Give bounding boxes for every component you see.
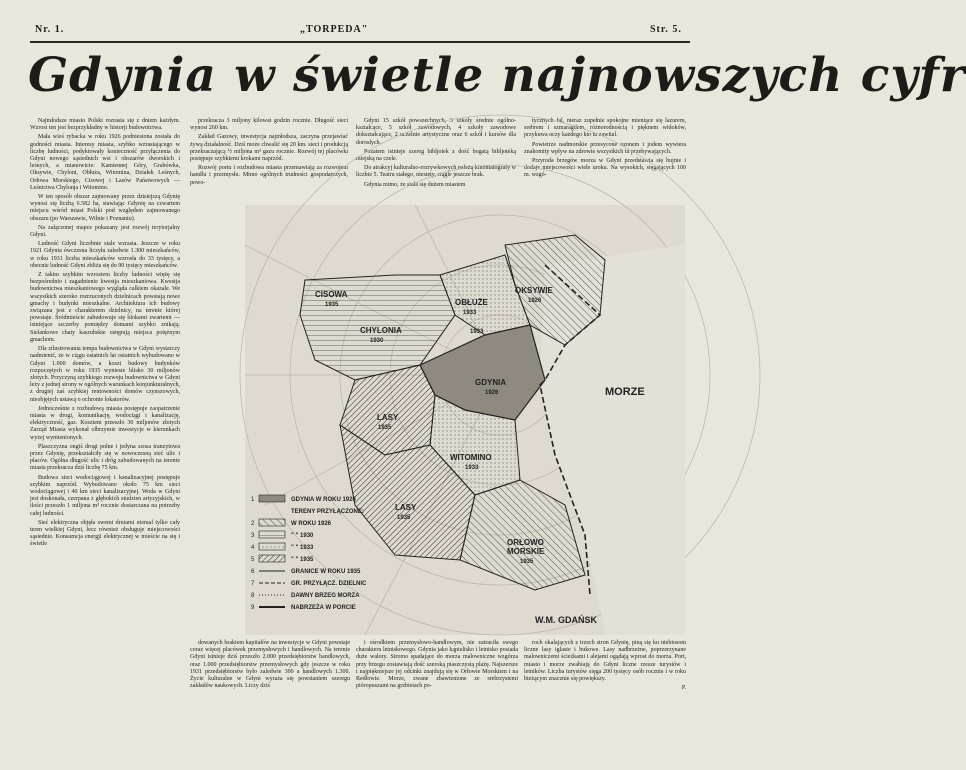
label-lasy-2-year: 1935 xyxy=(397,515,411,521)
label-cisowa: CISOWA xyxy=(315,290,348,299)
legend-label: " " 1935 xyxy=(291,557,314,563)
label-lasy-2: LASY xyxy=(395,503,417,512)
issue-number: Nr. 1. xyxy=(35,24,65,35)
label-obluze-year: 1933 xyxy=(463,310,477,316)
article-column-4 xyxy=(524,118,686,200)
col3-paragraph-2: Do atrakcyj kulturalno-rozrywkowych należą kinomatografy w liczbie 5. Teatru stałego, niestety, ciągle jeszcze brak. xyxy=(356,165,516,179)
column-2-bottom-text: dowanych brakiem kapitałów na inwestycje w Gdyni powstaje coraz więcej placówek przemysłowych i handlowych. Na terenie Gdyni istnieje dziś przeszło 2.000 przedsiębiorstw handlowych, oraz 1.000 przedsiębiorstw przemysłowych gdy jeszcze w roku 1931 przedsiębiorstw było zaledwie 300 a handlowych 1.300. Życie kulturalne w Gdyni wyraża się powstaniem szeregu zakładów naukowych. Liczy dziś xyxy=(190,640,350,690)
col4-paragraph-0: tycznych fal, nieraz zupełnie spokojne mieniące się lazurem, srebrem i szmaragdem, różnorodnością i pięknem widoków, przykuwa oczy każdego kto tu zawital. xyxy=(524,118,686,139)
col1-paragraph-6: Dla zilustrowania tempa budownictwa w Gdyni wystarczy nadmienić, że w ciągu ostatnich lat ostatnich wybudowano w Gdyni 1.000 domów, a koszt budowy budynków rozpoczętych w roku 1935 wyniesie blisko 30 miljonów złotych. Przyczyną szybkiego rozwoju budownictwa w Gdyni leży z jednej strony w ogólnych warunkach konjunkturalnych, z drugiej zaś szybkiej rentowności domów czynszowych, nieobjętych ustawą o ochronie lokatorów. xyxy=(30,346,180,403)
col1-paragraph-3: Na załączonej mapce pokazany jest rozwój terytorjalny Gdyni. xyxy=(30,224,180,239)
label-gdynia-year: 1926 xyxy=(485,390,499,396)
legend-number: 9 xyxy=(251,605,255,611)
legend-label: W ROKU 1926 xyxy=(291,521,332,527)
article-signature: P. xyxy=(681,685,686,692)
legend-label: GRANICE W ROKU 1935 xyxy=(291,569,361,575)
legend-label: DAWNY BRZEG MORZA xyxy=(291,593,360,599)
header-rule xyxy=(30,41,690,43)
col2-paragraph-2: Rozwój portu i rozbudowa miasta przemawiają za rozwojem handlu i przemysłu. Mimo ogólnych trudności gospodarczych, powo- xyxy=(190,165,348,186)
article-column-2-bottom xyxy=(190,640,350,762)
article-title: Gdynia w świetle najnowszych cyfr xyxy=(28,48,966,103)
legend-label: TERENY PRZYŁĄCZONE: xyxy=(291,509,364,515)
label-cisowa-year: 1935 xyxy=(325,302,339,308)
legend-number: 6 xyxy=(251,569,255,575)
map-svg xyxy=(245,205,685,635)
col1-paragraph-9: Budowa sieci wodociągowej i kanalizacyjnej postępuje szybkim naprzód. Wybudowano około 75 km sieci wodociągowej i 40 km sieci kanalizacyjnej. Woda w Gdyni jest doskonała, czerpana z głębokich studzien artyzyjskich, w ilości przeszło 1 miljona m³ rocznie dostarczana na potrzeby całej ludności. xyxy=(30,474,180,517)
col3-paragraph-1: Pozatem istnieje szereg bibljotek z dość bogatą bibljoteką miejską na czele. xyxy=(356,148,516,163)
article-column-3-bottom xyxy=(356,640,518,762)
label-morze: MORZE xyxy=(605,386,645,398)
legend-number: 2 xyxy=(251,521,255,527)
col1-paragraph-1: Mała wieś rybacka w roku 1926 podniesiona została do godności miasta. Interesy miasta, szybko wzrastającego w liczbę ludności, podyktowały konieczność przyłączenia do Gdyni nowego sąsiednich wsi i obszarów dworskich i leśnych, a mianowicie: Kamiennej Góry, Grabówka, Oksywie, Chyloni, Obłuża, Witomina, Działek Leśnych, Orłowa Morskiego, Cisowej i Lasów Państwowych — Leśnictwa Chylonja i Witomino. xyxy=(30,134,180,191)
page-number: Str. 5. xyxy=(650,24,682,35)
col2-paragraph-0: przekracza 3 miljony kilowat godzin rocznie. Długość sieci wynosi 260 km. xyxy=(190,118,348,132)
col3-paragraph-0: Gdyni 15 szkół powszechnych, 3 szkoły średnie ogólno-kształcące, 5 szkół zawodowych, 4 szkoły zawodowe dokształcające, 2 uczelnie artystyczne oraz 6 szkół i kursów dla dorosłych. xyxy=(356,118,516,146)
legend-swatch xyxy=(259,531,285,538)
legend-swatch xyxy=(259,495,285,502)
legend-swatch xyxy=(259,519,285,526)
label-orlowo: ORŁOWO xyxy=(507,538,544,547)
col1-paragraph-5: Z takim szybkim wzrostem liczby ludności więżę się bezpośrednio i zagadnienie kwestja mieszkaniowa. Kwestja budownictwa mieszkaniowego wygląda calkiem okazale. We wszystkich szeroko rozrzuconych dzielnicach powstają nowe gmachy i budynki mieszkalne. Architektura ich budowy związana jest z charakterem dzielnicy, na terenie której powstaje. Śródmieście zabudowuje się blokami zwartemi — istniejące szczerby pomiędzy domami szybko znikają. Sielankowe chaty kaszubskie ustępują miejsca potężnym gmachom. xyxy=(30,272,180,343)
article-column-1 xyxy=(30,118,180,763)
col4-paragraph-2: Przyroda brzegów morza w Gdyni przedstawia się bujnie i dodaje miejscowości wiele uroku. Na wysokich, sięgających 100 m. wzgó- xyxy=(524,158,686,179)
legend-number: 3 xyxy=(251,533,255,539)
legend-number: 5 xyxy=(251,557,255,563)
map-legend xyxy=(251,495,367,611)
col1-paragraph-4: Ludność Gdyni liczebnie stale wzrasta. Jeszcze w roku 1921 Gdynia ówczesna liczyła zaledwie 1.300 mieszkańców, w roku 1931 liczba mieszkańców wzrosła do 33 tysięcy, a obecnie ludność Gdyni zbliża się do 90 tysięcy mieszkańców. xyxy=(30,241,180,269)
label-orlowo-morskie: MORSKIE xyxy=(507,547,545,556)
col1-paragraph-0: Najmłodsze miasto Polski rozrasta się z dniem każdym. Wzrost ten jest bezprzykładny w historji budownictwa. xyxy=(30,118,180,132)
legend-number: 8 xyxy=(251,593,255,599)
col4-paragraph-1: Powietrze nadmorskie przesycone ozonem i jodem wywiera znakomity wpływ na zdrowie wszystkich tu przebywających. xyxy=(524,141,686,155)
article-column-2 xyxy=(190,118,348,200)
column-3-bottom-text: i ośrodkiem przemysłowo-handlowym, nie zatraciła swego charakteru letniskowego. Gdynia jako kąpielisko i letnisko posiada duże walory. Stromo spadające do morza malowniczne wzgórza przy brzegu zostawiają dość szeroką piaszczystą plażę. Najszersze i najpiękniejsze jej odcinki znajdują się w Orłowie Morskiem i na Redłowie. Morze, zwane zbawienione ze srebrzystemi pióropuszami na grzbietach po- xyxy=(356,640,518,690)
label-lasy-1-year: 1935 xyxy=(378,425,392,431)
legend-swatch xyxy=(259,543,285,550)
col3-paragraph-3: Gdynia mimo, że stała się dużem miastem xyxy=(364,181,466,188)
label-lasy-1: LASY xyxy=(377,413,399,422)
column-4-bottom-text: roch okalających z trzech stron Gdynię, piną się ku niebiosom liczne lasy iglaste i bukowe. Lasy nadbrzeżne, poprzerzynane malowniczemi ścieżkami i alejami ogądają wprost do morza. Port, miasto i morze zwabiają do Gdyni liczne rzesze turystów i letników. Liczba turystów sięga 200 tysięcy osób rocznie i w roku bieżącym znacznie się powiększy. xyxy=(524,640,686,683)
label-wm-gdansk: W.M. GDAŃSK xyxy=(535,615,597,625)
col1-paragraph-10: Sieć elektryczna objęła swemi drutami niemal tylko cały teren wielkiej Gdyni, lecz również obsługuje miejscowości sąsiednie. Konsumcja energji elektrycznej w mieście na się i świetle xyxy=(30,519,180,548)
col1-paragraph-2: W ten sposób obszar zajmowany przez dzisiejszą Gdynię wynosi się liczbą 6.582 ha, stawiając Gdynię na czwartem miejscu wśród miast Polski pod względem zajmowanego obszaru (po Warszawie, Wilnie i Poznaniu). xyxy=(30,194,180,222)
label-witomino-year: 1933 xyxy=(465,465,479,471)
legend-swatch xyxy=(259,555,285,562)
legend-label: " " 1930 xyxy=(291,533,314,539)
journal-name: „TORPEDA" xyxy=(300,24,369,35)
label-oksywie-year: 1926 xyxy=(528,298,542,304)
legend-number: 4 xyxy=(251,545,255,551)
col1-paragraph-7: Jednocześnie z rozbudową miasta postępuje zaopatrzenie miasta w drogi, komunikację, wodociągi i kanalizację, elektryczność, gaz. Kosztem przeszło 30 miljonów złotych Zarząd Miasta wykonał olbrzymie inwestycje w kierunkach wyżej wymienionych. xyxy=(30,405,180,441)
legend-label: GR. PRZYŁĄCZ. DZIELNIC xyxy=(291,581,367,587)
label-chylonia-year: 1930 xyxy=(370,338,384,344)
label-gdynia: GDYNIA xyxy=(475,378,507,387)
article-column-4-bottom xyxy=(524,640,686,762)
label-witomino: WITOMINO xyxy=(450,453,492,462)
col1-paragraph-8: Plaszczyzna ongiś drogi polne i jedyna szosa tranzytowa przez Gdynię, przekształciły się w nowoczesną sieć ulic i placów. Ogólna długość ulic i dróg zabudowanych na terenie miasta przekracza dziś liczbę 75 km. xyxy=(30,443,180,472)
article-column-3 xyxy=(356,118,516,200)
legend-label: NABRZEŻA W PORCIE xyxy=(291,605,356,611)
legend-number: 1 xyxy=(251,497,255,503)
legend-label: " " 1933 xyxy=(291,545,314,551)
label-obluze: OBŁUŻE xyxy=(455,298,488,307)
legend-label: GDYNIA W ROKU 1926 xyxy=(291,497,356,503)
col2-paragraph-1: Zakład Gazowy, inwestycja najmłodsza, zaczyna przejawiać żywą działalność. Dziś może chwalić się 20 km. sieci i produkcją przekraczającą ½ miljona m³ gazu rocznie. Rozwój tej placówki postępuje szybkiemi krokami naprzód. xyxy=(190,134,348,163)
label-oksywie: OKSYWIE xyxy=(515,286,553,295)
orlowo-district xyxy=(460,480,585,590)
label-1933: 1933 xyxy=(470,329,484,335)
legend-number: 7 xyxy=(251,581,255,587)
gdynia-territory-map xyxy=(245,205,685,635)
label-chylonia: CHYLONIA xyxy=(360,326,402,335)
label-orlowo-year: 1935 xyxy=(520,559,534,565)
